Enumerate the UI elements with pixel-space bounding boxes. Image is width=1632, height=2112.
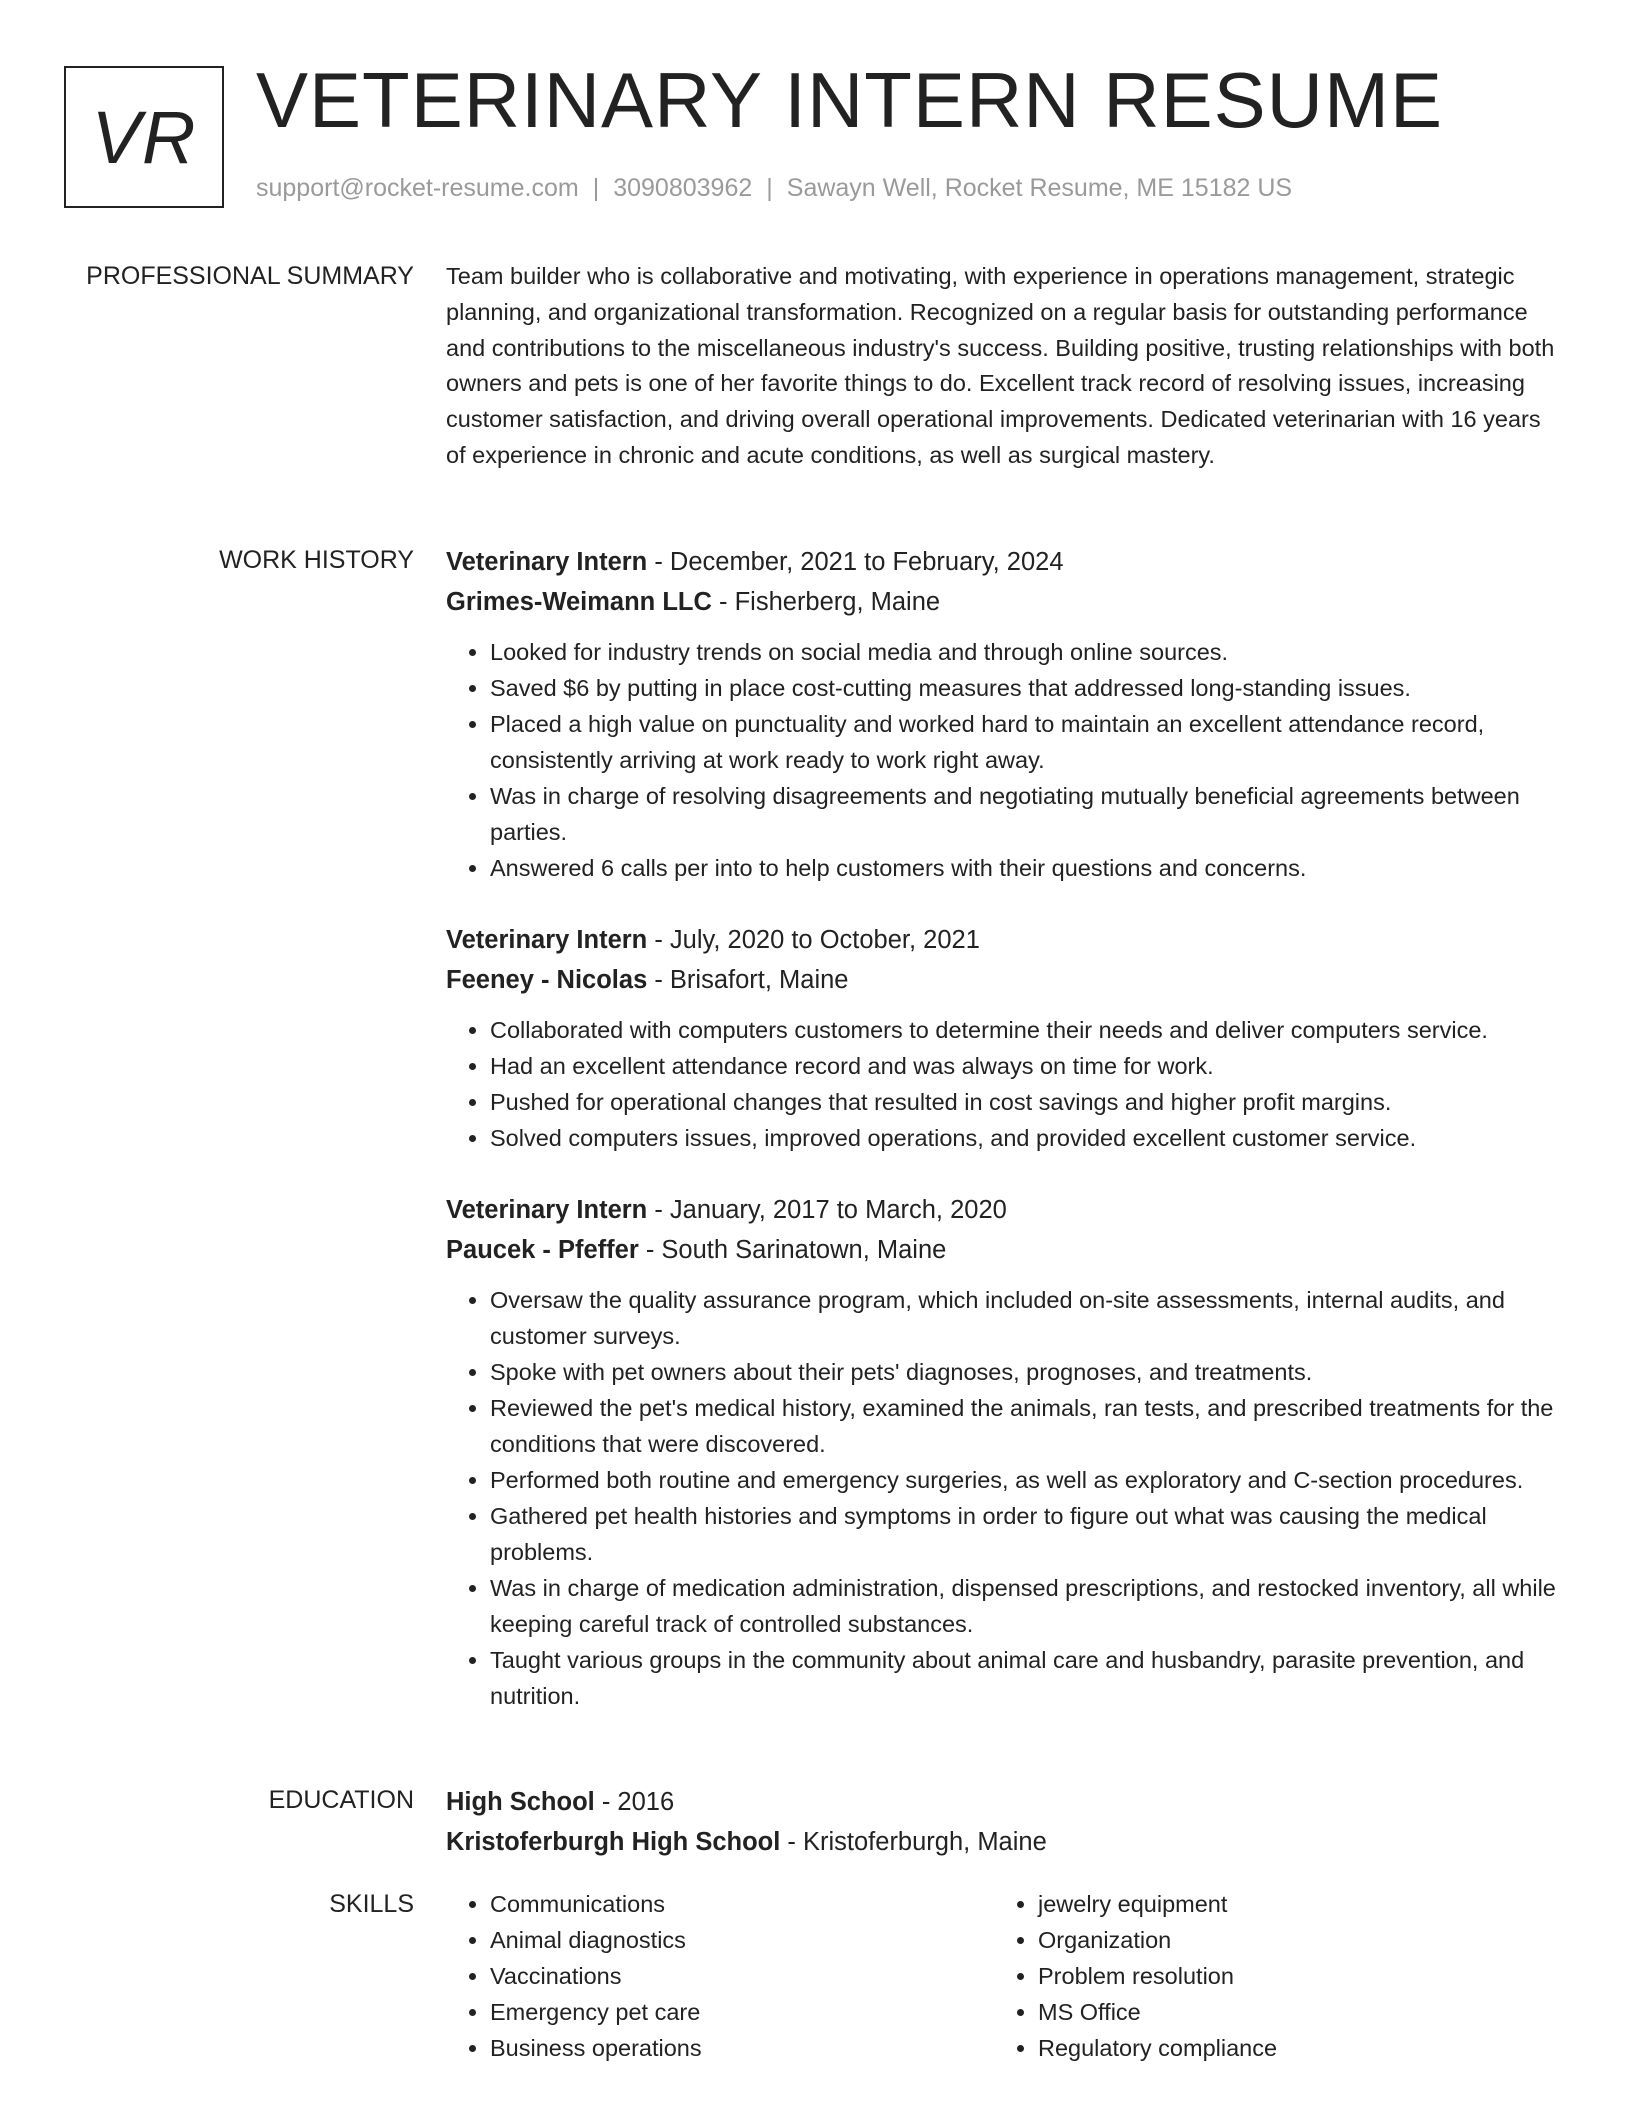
job-dates: - July, 2020 to October, 2021 (647, 926, 980, 954)
education-body (446, 1782, 1566, 1862)
job-title-line (446, 1190, 1566, 1230)
job-duties-list (446, 1012, 1566, 1156)
contact-separator: | (592, 174, 600, 202)
job-duty: • Was in charge of resolving disagreements and negotiating mutually beneficial agreements between parties. (490, 778, 1566, 850)
job-duty: • Spoke with pet owners about their pets' diagnoses, prognoses, and treatments. (490, 1354, 1566, 1390)
skill-item: • Emergency pet care (490, 1994, 994, 2030)
skill-item: • Communications (490, 1886, 994, 1922)
job-duty: • Taught various groups in the community about animal care and husbandry, parasite prevention, and nutrition. (490, 1642, 1566, 1714)
summary-body (446, 259, 1566, 474)
education-location: - Kristoferburgh, Maine (780, 1828, 1047, 1856)
job-duty: • Solved computers issues, improved operations, and provided excellent customer service. (490, 1120, 1566, 1156)
skills-heading: SKILLS (329, 1890, 414, 1918)
job-location: - Fisherberg, Maine (711, 588, 941, 616)
job-duty: • Was in charge of medication administration, dispensed prescriptions, and restocked inventory, all while keeping careful track of controlled substances. (490, 1570, 1566, 1642)
skill-item: • Regulatory compliance (1038, 2030, 1542, 2066)
job-duty: • Had an excellent attendance record and was always on time for work. (490, 1048, 1566, 1084)
job-duties-list (446, 634, 1566, 886)
contact-separator: | (766, 174, 773, 202)
summary-heading: PROFESSIONAL SUMMARY (86, 262, 414, 290)
contact-email: support@rocket-resume.com (256, 174, 579, 202)
contact-line (256, 174, 1292, 203)
job-duty: • Answered 6 calls per into to help customers with their questions and concerns. (490, 850, 1566, 886)
skills-column-left (446, 1886, 994, 2066)
skills-body (446, 1886, 1566, 2066)
job-title: Veterinary Intern (446, 548, 648, 576)
job-location: - Brisafort, Maine (647, 966, 849, 994)
job-duty: • Reviewed the pet's medical history, examined the animals, ran tests, and prescribed treatments for the conditions that were discovered. (490, 1390, 1566, 1462)
job-company: Feeney - Nicolas (446, 966, 648, 994)
job-dates: - December, 2021 to February, 2024 (647, 548, 1064, 576)
job-location: - South Sarinatown, Maine (638, 1236, 947, 1264)
skill-item: • jewelry equipment (1038, 1886, 1542, 1922)
education-degree: High School (446, 1788, 595, 1816)
job-title: Veterinary Intern (446, 926, 648, 954)
job-company: Grimes-Weimann LLC (446, 588, 712, 616)
skills-list (446, 1886, 994, 2066)
contact-phone: 3090803962 (613, 174, 753, 202)
job-duty: • Saved $6 by putting in place cost-cutting measures that addressed long-standing issues. (490, 670, 1566, 706)
job-duty: • Placed a high value on punctuality and worked hard to maintain an excellent attendance record, consistently arriving at work ready to work right away. (490, 706, 1566, 778)
contact-address: Sawayn Well, Rocket Resume, ME 15182 US (786, 174, 1293, 202)
summary-text: Team builder who is collaborative and motivating, with experience in operations management, strategic planning, and organizational transformation. Recognized on a regular basis for outstanding performance and contributions to the miscellaneous industry's success. Building positive, trusting relationships with both owners and pets is one of her favorite things to do. Excellent track record of resolving issues, increasing customer satisfaction, and driving overall operational improvements. Dedicated veterinarian with 16 years of experience in chronic and acute conditions, as well as surgical mastery. (446, 263, 1555, 468)
resume-title: VETERINARY INTERN RESUME (256, 56, 1443, 144)
job-company-line (446, 582, 1566, 622)
job-duty: • Pushed for operational changes that resulted in cost savings and higher profit margins. (490, 1084, 1566, 1120)
skill-item: • Animal diagnostics (490, 1922, 994, 1958)
skill-item: • Vaccinations (490, 1958, 994, 1994)
skill-item: • MS Office (1038, 1994, 1542, 2030)
job-entry (446, 542, 1566, 886)
job-title-line (446, 542, 1566, 582)
job-duty: • Performed both routine and emergency surgeries, as well as exploratory and C-section procedures. (490, 1462, 1566, 1498)
job-duty: • Oversaw the quality assurance program, which included on-site assessments, internal audits, and customer surveys. (490, 1282, 1566, 1354)
work-history-heading: WORK HISTORY (219, 546, 414, 574)
job-duty: • Looked for industry trends on social media and through online sources. (490, 634, 1566, 670)
job-company-line (446, 960, 1566, 1000)
monogram-initials: VR (91, 95, 197, 179)
skills-list (994, 1886, 1542, 2066)
skills-columns (446, 1886, 1566, 2066)
job-dates: - January, 2017 to March, 2020 (647, 1196, 1007, 1224)
education-year: - 2016 (594, 1788, 675, 1816)
education-degree-line (446, 1782, 1566, 1822)
job-duty: • Gathered pet health histories and symptoms in order to figure out what was causing the medical problems. (490, 1498, 1566, 1570)
job-duty: • Collaborated with computers customers to determine their needs and deliver computers service. (490, 1012, 1566, 1048)
job-entry (446, 920, 1566, 1156)
job-company-line (446, 1230, 1566, 1270)
education-heading: EDUCATION (268, 1786, 414, 1814)
skill-item: • Organization (1038, 1922, 1542, 1958)
education-school: Kristoferburgh High School (446, 1828, 781, 1856)
skill-item: • Business operations (490, 2030, 994, 2066)
job-title: Veterinary Intern (446, 1196, 648, 1224)
skills-column-right (994, 1886, 1542, 2066)
job-entry (446, 1190, 1566, 1714)
monogram-box (64, 66, 224, 208)
job-company: Paucek - Pfeffer (446, 1236, 639, 1264)
skill-item: • Problem resolution (1038, 1958, 1542, 1994)
job-title-line (446, 920, 1566, 960)
education-school-line (446, 1822, 1566, 1862)
job-duties-list (446, 1282, 1566, 1714)
work-history-body (446, 542, 1566, 1714)
